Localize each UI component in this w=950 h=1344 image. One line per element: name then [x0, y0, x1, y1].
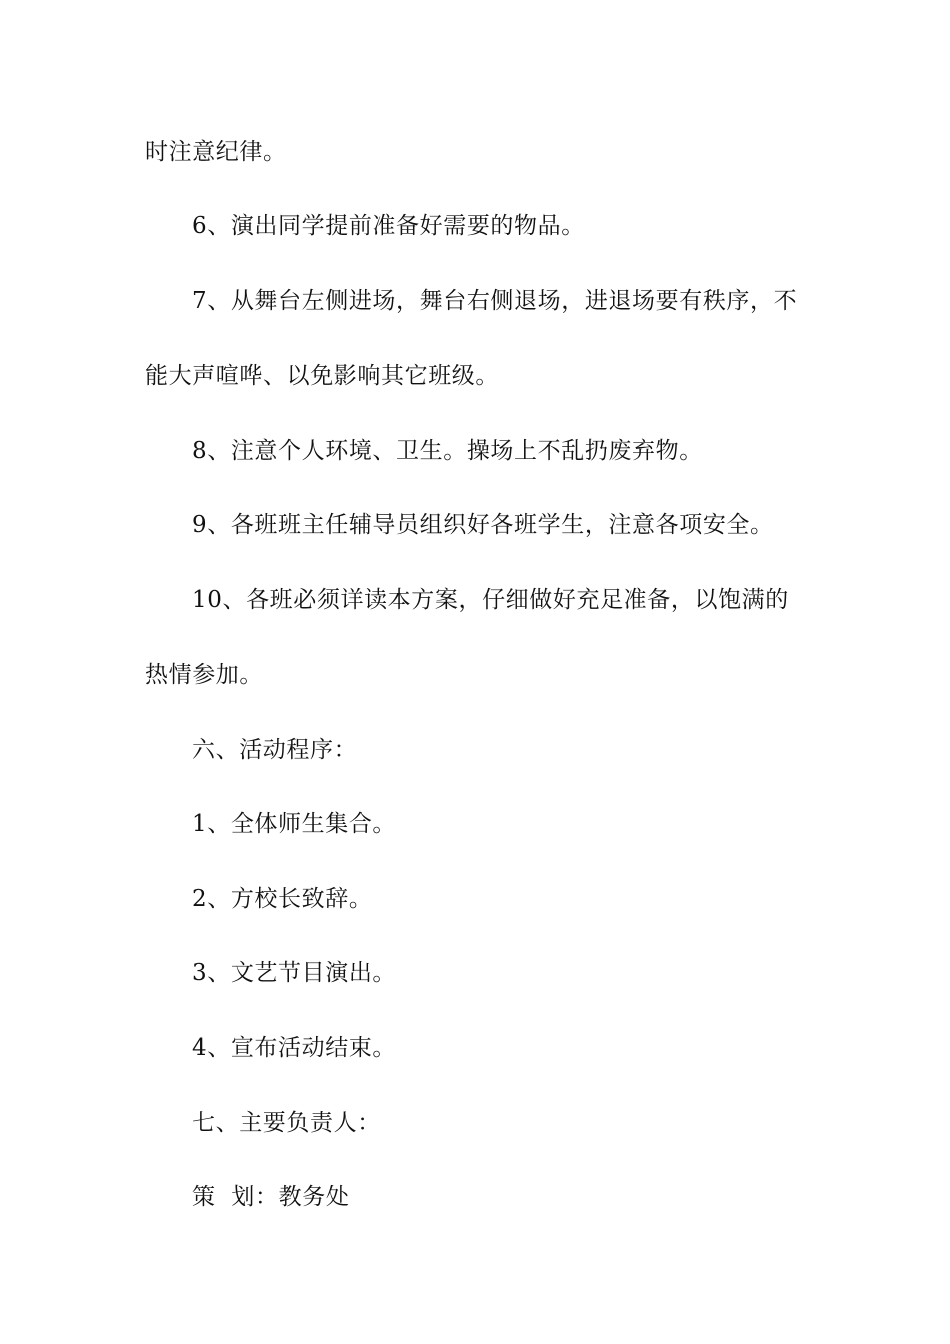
list-item: 3、文艺节目演出。: [192, 960, 397, 986]
section-heading: 七、主要负责人：: [192, 1110, 381, 1136]
list-item: 6、演出同学提前准备好需要的物品。: [192, 213, 585, 239]
list-item: 1、全体师生集合。: [192, 811, 397, 837]
text-line: 热情参加。: [145, 662, 263, 688]
list-item: 2、方校长致辞。: [192, 886, 373, 912]
list-item: 10、各班必须详读本方案，仔细做好充足准备，以饱满的: [192, 587, 789, 613]
text-line: 时注意纪律。: [145, 139, 287, 165]
list-item: 7、从舞台左侧进场，舞台右侧退场，进退场要有秩序，不: [192, 288, 798, 314]
list-item: 8、注意个人环境、卫生。操场上不乱扔废弃物。: [192, 438, 703, 464]
section-heading: 六、活动程序：: [192, 737, 358, 763]
list-item: 4、宣布活动结束。: [192, 1035, 397, 1061]
text-line: 策 划：教务处: [192, 1184, 350, 1210]
list-item: 9、各班班主任辅导员组织好各班学生，注意各项安全。: [192, 512, 774, 538]
text-line: 能大声喧哗、以免影响其它班级。: [145, 363, 499, 389]
